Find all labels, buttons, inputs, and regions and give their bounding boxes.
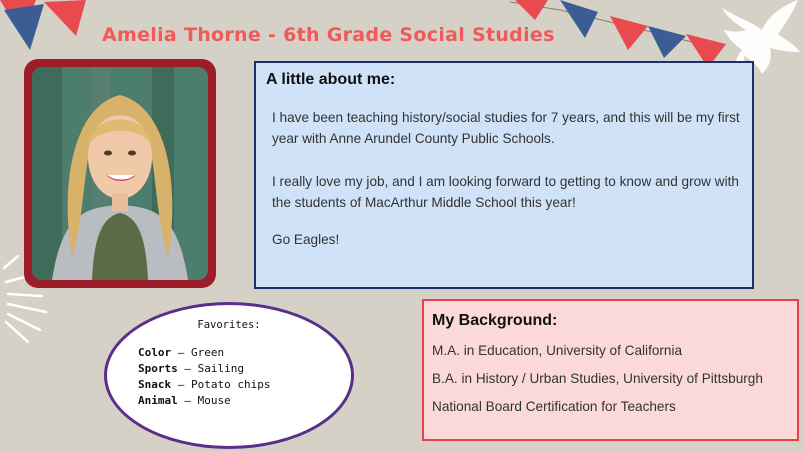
background-box [422, 299, 799, 441]
favorite-label: Color [138, 346, 172, 359]
about-me-box [254, 61, 754, 289]
page-title: Amelia Thorne - 6th Grade Social Studies [102, 24, 555, 46]
background-item: M.A. in Education, University of California [432, 343, 683, 358]
about-paragraph-1: I have been teaching history/social studies for 7 years, and this will be my first year with Anne Arundel County Public Schools. [272, 110, 740, 146]
background-heading: My Background: [432, 312, 558, 329]
favorite-separator: – [171, 346, 191, 359]
teacher-photo [32, 67, 208, 280]
about-me-heading: A little about me: [266, 71, 396, 88]
favorite-item [138, 346, 224, 359]
favorite-label: Sports [138, 362, 178, 375]
background-item: National Board Certification for Teachers [432, 399, 676, 414]
favorite-value: Potato chips [191, 378, 271, 391]
favorite-label: Animal [138, 394, 178, 407]
favorite-value: Mouse [197, 394, 231, 407]
bunting-left [0, 0, 110, 60]
photo-frame [24, 59, 216, 288]
about-paragraph-3: Go Eagles! [272, 232, 340, 247]
favorite-item [138, 378, 270, 391]
favorites-ellipse [104, 302, 354, 449]
favorite-separator: – [171, 378, 191, 391]
favorite-label: Snack [138, 378, 172, 391]
favorite-value: Sailing [197, 362, 244, 375]
favorites-heading: Favorites: [197, 319, 261, 331]
favorite-item [138, 362, 244, 375]
about-paragraph-2: I really love my job, and I am looking forward to getting to know and grow with the students of MacArthur Middle School this year! [272, 174, 739, 210]
favorite-separator: – [177, 362, 198, 375]
favorite-separator: – [177, 394, 198, 407]
background-item: B.A. in History / Urban Studies, University of Pittsburgh [432, 371, 763, 386]
favorite-item [138, 394, 231, 407]
favorite-value: Green [191, 346, 225, 359]
